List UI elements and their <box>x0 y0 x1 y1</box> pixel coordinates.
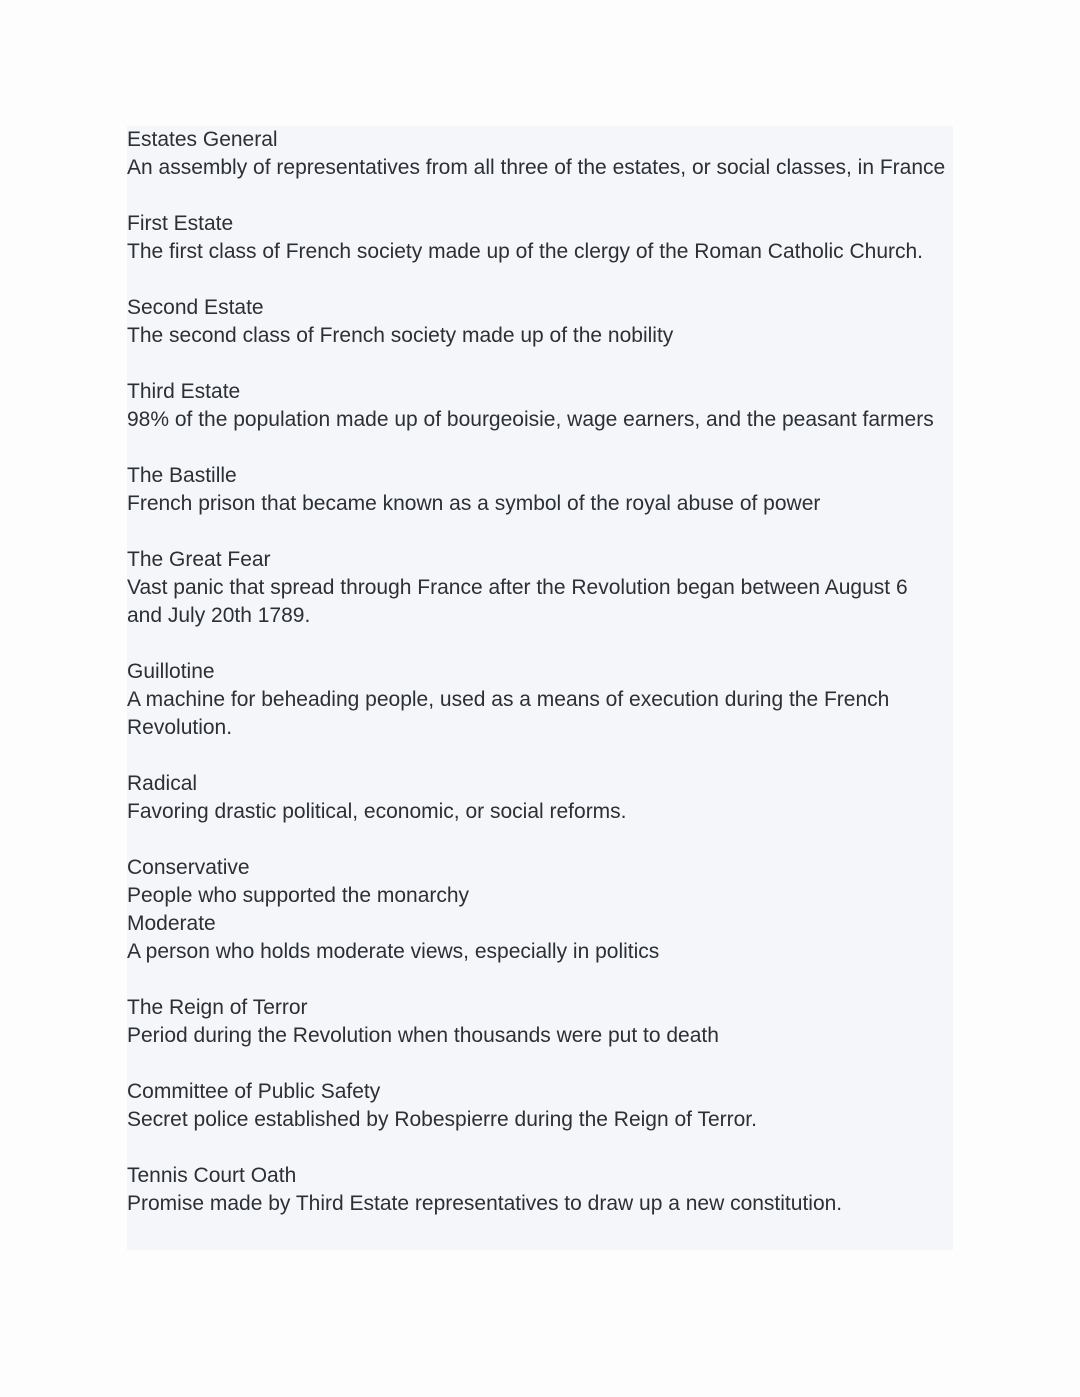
glossary-entry-second-estate <box>127 294 967 350</box>
term: Third Estate <box>127 380 241 403</box>
term: Guillotine <box>127 660 215 683</box>
term: The Bastille <box>127 464 237 487</box>
term: Conservative <box>127 856 250 879</box>
definition: People who supported the monarchy <box>127 884 470 907</box>
term: The Great Fear <box>127 548 271 571</box>
definition: French prison that became known as a symbol of the royal abuse of power <box>127 492 821 515</box>
definition: Favoring drastic political, economic, or social reforms. <box>127 800 627 823</box>
term: Radical <box>127 772 198 795</box>
glossary-entry-the-great-fear <box>127 546 967 630</box>
definition: Promise made by Third Estate representatives to draw up a new constitution. <box>127 1192 843 1215</box>
term: Tennis Court Oath <box>127 1164 297 1187</box>
definition: Secret police established by Robespierre during the Reign of Terror. <box>127 1108 757 1131</box>
definition: The first class of French society made up of the clergy of the Roman Catholic Church. <box>127 240 924 263</box>
definition: An assembly of representatives from all three of the estates, or social classes, in France <box>127 156 946 179</box>
term: Committee of Public Safety <box>127 1080 381 1103</box>
glossary-entry-guillotine <box>127 658 967 742</box>
definition: The second class of French society made up of the nobility <box>127 324 674 347</box>
definition: Vast panic that spread through France after the Revolution began between August 6 and July 20th 1789. <box>127 576 914 627</box>
glossary-entry-tennis-court-oath <box>127 1162 967 1218</box>
glossary-entry-reign-of-terror <box>127 994 967 1050</box>
term: Estates General <box>127 128 278 151</box>
glossary-entry-moderate <box>127 910 967 966</box>
glossary-entry-estates-general <box>127 126 967 182</box>
glossary-list <box>127 126 967 1218</box>
glossary-entry-conservative <box>127 854 967 910</box>
glossary-entry-radical <box>127 770 967 826</box>
definition: A person who holds moderate views, especially in politics <box>127 940 660 963</box>
term: First Estate <box>127 212 234 235</box>
definition: A machine for beheading people, used as a means of execution during the French Revolution. <box>127 688 896 739</box>
definition: 98% of the population made up of bourgeoisie, wage earners, and the peasant farmers <box>127 408 934 431</box>
term: Second Estate <box>127 296 264 319</box>
definition: Period during the Revolution when thousands were put to death <box>127 1024 719 1047</box>
glossary-entry-first-estate <box>127 210 967 266</box>
glossary-entry-third-estate <box>127 378 967 434</box>
glossary-entry-the-bastille <box>127 462 967 518</box>
glossary-entry-committee-of-public-safety <box>127 1078 967 1134</box>
term: Moderate <box>127 912 216 935</box>
term: The Reign of Terror <box>127 996 308 1019</box>
